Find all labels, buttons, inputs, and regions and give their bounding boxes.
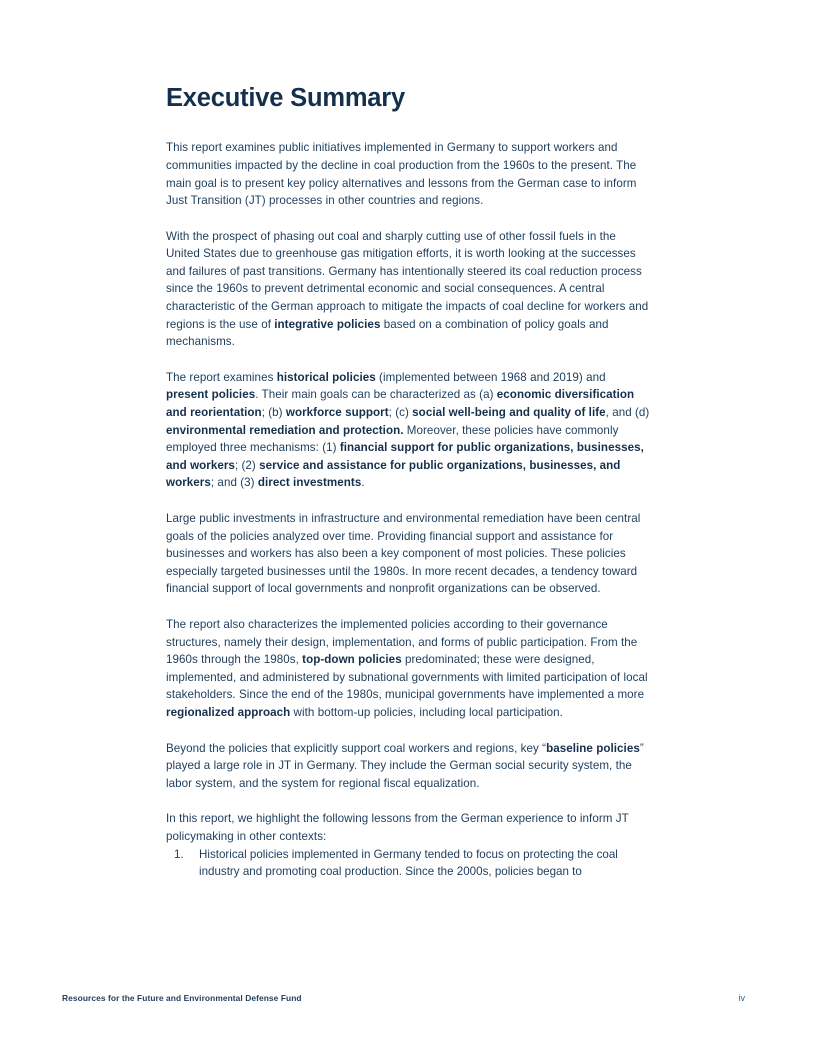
emphasis-text: present policies [166, 388, 256, 402]
emphasis-text: social well-being and quality of life [412, 406, 606, 420]
footer-organization: Resources for the Future and Environmental Defense Fund [62, 993, 302, 1003]
emphasis-text: service and assistance for public organizations, businesses, and workers [166, 458, 621, 490]
emphasis-text: workforce support [285, 406, 389, 420]
body-text: predominated; these were designed, implemented, and administered by subnational governments with limited participation of local stakeholders. Since the end of the 1980s, municipal governments have implemented a more [166, 653, 648, 702]
paragraph [166, 510, 650, 598]
paragraph [166, 740, 650, 793]
body-text: Large public investments in infrastructure and environmental remediation have been central goals of the policies analyzed over time. Providing financial support and assistance for businesses and workers has also been a key component of most policies. These policies especially targeted businesses until the 1980s. In more recent decades, a tendency toward financial support of local governments and nonprofit organizations can be observed. [166, 512, 641, 596]
body-text: ; (2) [234, 458, 260, 472]
paragraph [166, 616, 650, 722]
body-text: This report examines public initiatives implemented in Germany to support workers and communities impacted by the decline in coal production from the 1960s to the present. The main goal is to present key policy alternatives and lessons from the German case to inform Just Transition (JT) processes in other countries and regions. [166, 141, 637, 208]
body-text: With the prospect of phasing out coal and sharply cutting use of other fossil fuels in the United States due to greenhouse gas mitigation efforts, it is worth looking at the successes and failures of past transitions. Germany has intentionally steered its coal reduction process since the 1960s to prevent detrimental economic and social consequences. A central characteristic of the German approach to mitigate the impacts of coal decline for workers and regions is the use of [166, 229, 649, 331]
emphasis-text: direct investments [257, 476, 362, 490]
paragraph [166, 228, 650, 351]
page-content [166, 84, 650, 895]
body-text: (implemented between 1968 and 2019) and [375, 370, 606, 384]
paragraph [166, 139, 650, 209]
body-text: , and (d) [605, 406, 650, 420]
page-title: Executive Summary [166, 84, 405, 112]
emphasis-text: historical policies [276, 370, 376, 384]
body-text: Moreover, these policies have commonly employed three mechanisms: (1) [166, 423, 619, 455]
list-item-text [199, 848, 618, 879]
body-text: In this report, we highlight the following lessons from the German experience to inform JT policymaking in other contexts: [166, 812, 629, 843]
paragraph [166, 810, 650, 845]
footer-page-number: iv [738, 993, 745, 1003]
body-text: ; (b) [261, 406, 286, 420]
emphasis-text: economic diversification and reorientation [166, 388, 635, 420]
body-text: The report also characterizes the implemented policies according to their governance structures, namely their design, implementation, and forms of public participation. From the 1960s through the 1980s, [166, 617, 638, 667]
paragraph [166, 369, 650, 492]
body-text: ; (c) [388, 406, 413, 420]
list-item-marker: 1. [174, 847, 184, 861]
body-paragraphs [166, 139, 650, 845]
body-text: . [361, 476, 365, 490]
emphasis-text: integrative policies [274, 317, 381, 331]
emphasis-text: regionalized approach [166, 705, 291, 719]
body-text: Historical policies implemented in Germany tended to focus on protecting the coal industry and promoting coal production. Since the 2000s, policies began to [199, 847, 618, 879]
body-text: Beyond the policies that explicitly support coal workers and regions, key “ [166, 741, 547, 755]
emphasis-text: financial support for public organizations, businesses, and workers [166, 441, 644, 472]
page-footer [62, 990, 760, 1006]
emphasis-text: top-down policies [302, 653, 402, 667]
emphasis-text: environmental remediation and protection. [166, 423, 404, 437]
body-text: ; and (3) [210, 476, 258, 490]
list-item [166, 846, 650, 881]
body-text: with bottom-up policies, including local participation. [290, 705, 563, 719]
body-text: ” played a large role in JT in Germany. They include the German social security system, the labor system, and the system for regional fiscal equalization. [166, 741, 644, 790]
body-text: based on a combination of policy goals and mechanisms. [166, 317, 609, 349]
body-text: . Their main goals can be characterized as (a) [255, 388, 497, 402]
emphasis-text: baseline policies [546, 741, 640, 755]
body-text: The report examines [166, 370, 277, 384]
lessons-list [166, 846, 650, 881]
